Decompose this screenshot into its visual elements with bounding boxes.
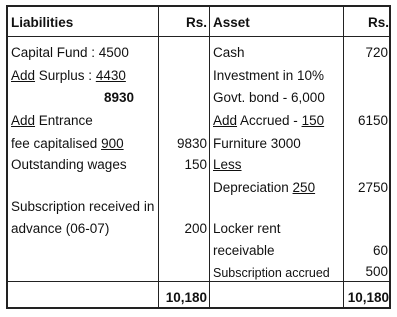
capital-subtotal: 8930 <box>104 90 135 105</box>
col-divider-2 <box>209 7 210 307</box>
depreciation-line <box>213 180 315 196</box>
fee-cap-value: 900 <box>101 136 124 151</box>
depreciation-label: Depreciation <box>213 180 293 195</box>
fee-cap-label: fee capitalised <box>11 136 102 151</box>
surplus-line <box>11 68 126 84</box>
cash: Cash <box>213 45 245 60</box>
capital-fund: Capital Fund : 4500 <box>11 45 129 60</box>
subscription-advance-amount: 200 <box>184 221 207 236</box>
locker-rent-1: Locker rent <box>213 221 281 236</box>
locker-rent-amount: 60 <box>372 243 388 258</box>
accrued-label: Accrued - <box>237 113 302 128</box>
assets-total: 10,180 <box>347 290 389 305</box>
outstanding-wages: Outstanding wages <box>11 157 127 172</box>
balance-sheet-table <box>6 5 391 309</box>
locker-rent-2: receivable <box>213 243 275 258</box>
fee-capitalised-line <box>11 136 124 152</box>
liabilities-header: Liabilities <box>11 15 74 30</box>
furniture-amount: 2750 <box>357 180 388 195</box>
depreciation-value: 250 <box>292 180 316 195</box>
header-rule <box>8 36 389 37</box>
rs-right-header: Rs. <box>367 15 389 30</box>
subscription-advance-2: advance (06-07) <box>11 221 110 236</box>
rs-left-header: Rs. <box>185 15 207 30</box>
asset-header: Asset <box>213 15 250 30</box>
entrance-line <box>11 113 93 129</box>
add-label: Add <box>213 113 238 128</box>
cash-amount: 720 <box>365 45 388 60</box>
less-label: Less <box>213 157 242 172</box>
surplus-label: Surplus : <box>35 68 96 83</box>
accrued-value: 150 <box>301 113 325 128</box>
fee-cap-amount: 9830 <box>176 136 207 151</box>
investment-line-1: Investment in 10% <box>213 68 325 83</box>
entrance-label: Entrance <box>35 113 93 128</box>
accrued-line <box>213 113 324 129</box>
investment-line-2: Govt. bond - 6,000 <box>213 90 325 105</box>
subscription-advance-1: Subscription received in <box>11 199 155 214</box>
subscription-accrued: Subscription accrued <box>213 266 330 280</box>
furniture: Furniture 3000 <box>213 136 301 151</box>
subscription-accrued-amount: 500 <box>365 264 388 279</box>
surplus-value: 4430 <box>95 68 126 83</box>
add-label: Add <box>11 68 36 83</box>
liabilities-total: 10,180 <box>165 290 207 305</box>
investment-amount: 6150 <box>357 113 388 128</box>
outstanding-wages-amount: 150 <box>184 157 207 172</box>
total-rule <box>8 281 389 282</box>
add-label: Add <box>11 113 36 128</box>
